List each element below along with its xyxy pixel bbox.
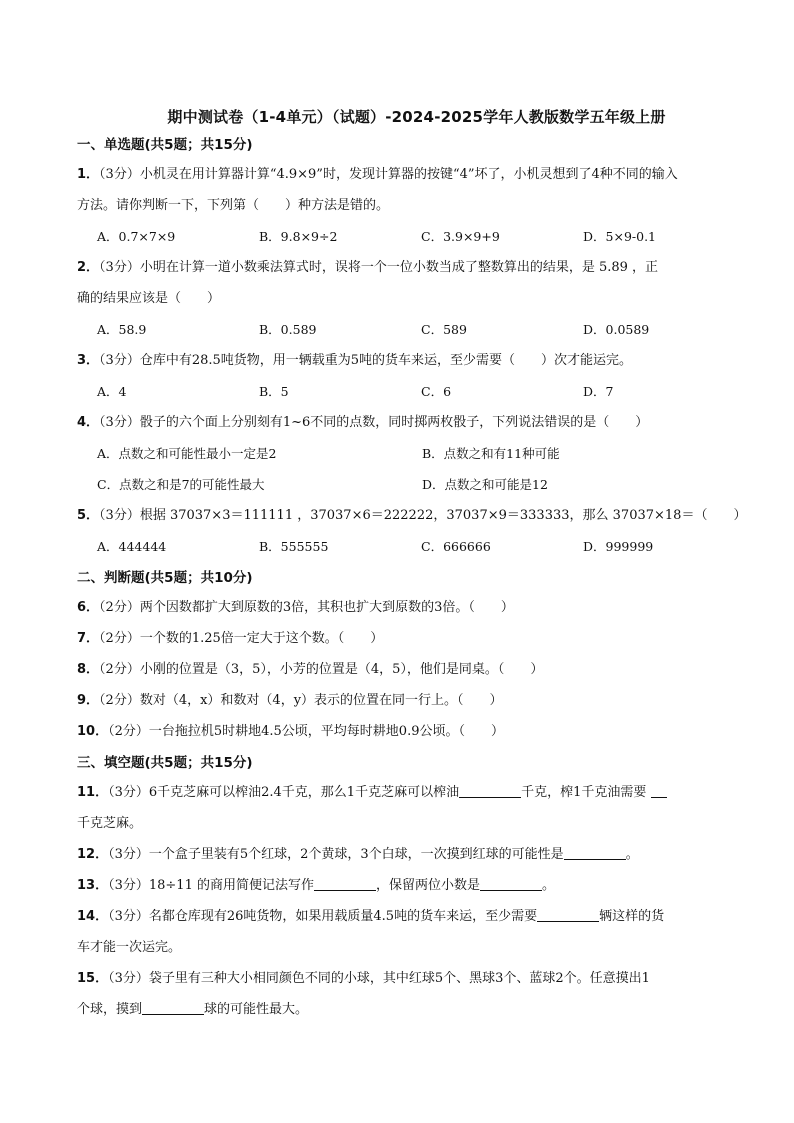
question-text: 千克，榨1千克油需要 (521, 785, 651, 800)
question-text: （3分）小明在计算一道小数乘法算式时，误将一个一位小数当成了整数算出的结果，是 5.89 ，正 (99, 260, 659, 275)
option-c: C．3.9×9+9 (421, 229, 500, 244)
option-d: D．999999 (583, 539, 654, 554)
section-heading-single-choice: 一、单选题(共5题；共15分) (77, 137, 253, 153)
option-b: B．点数之和有11种可能 (422, 446, 560, 461)
question-number: 12． (77, 847, 109, 862)
answer-blank[interactable] (651, 783, 667, 798)
question-15 (77, 963, 756, 1025)
question-text: （3分）一个盒子里装有5个红球，2个黄球，3个白球，一次摸到红球的可能性是 (108, 847, 564, 862)
option-c: C．6 (421, 384, 452, 399)
question-text: （2分）小刚的位置是（3，5），小芳的位置是（4，5），他们是同桌。（ ） (99, 662, 544, 677)
option-d: D．点数之和可能是12 (422, 477, 548, 492)
section-heading-fill-blank: 三、填空题(共5题；共15分) (77, 755, 253, 771)
question-text: （3分）名都仓库现有26吨货物，如果用载质量4.5吨的货车来运，至少需要 (108, 909, 538, 924)
question-1 (77, 159, 756, 252)
exam-title: 期中测试卷（1-4单元）（试题）-2024-2025学年人教版数学五年级上册 (167, 108, 666, 126)
question-number: 4． (77, 415, 100, 430)
question-number: 8． (77, 662, 100, 677)
question-text: （3分）根据 37037×3＝111111 ，37037×6＝222222，37037×9＝333333，那么 37037×18＝（ ） (99, 508, 747, 523)
section-heading-true-false: 二、判断题(共5题；共10分) (77, 570, 253, 586)
question-text: （3分）骰子的六个面上分别刻有1~6不同的点数，同时掷两枚骰子，下列说法错误的是（ ） (99, 415, 649, 430)
question-12 (77, 839, 756, 870)
question-number: 5． (77, 508, 100, 523)
option-b: B．555555 (259, 539, 329, 554)
question-10 (77, 716, 756, 747)
question-9 (77, 685, 756, 716)
answer-blank[interactable] (480, 876, 542, 891)
answer-blank[interactable] (459, 783, 521, 798)
options-row-2 (77, 469, 756, 500)
question-6 (77, 592, 756, 623)
question-4 (77, 407, 756, 500)
question-text: ，保留两位小数是 (375, 878, 480, 893)
question-text-cont: 千克芝麻。 (77, 816, 143, 831)
question-text-cont: 方法。请你判断一下，下列第（ ）种方法是错的。 (77, 198, 390, 213)
question-text-cont: 车才能一次运完。 (77, 940, 182, 955)
question-8 (77, 654, 756, 685)
option-c: C．666666 (421, 539, 491, 554)
question-number: 13． (77, 878, 109, 893)
question-text: （3分）6千克芝麻可以榨油2.4千克，那么1千克芝麻可以榨油 (108, 785, 460, 800)
question-number: 15． (77, 971, 109, 986)
question-text: （3分）袋子里有三种大小相同颜色不同的小球，其中红球5个、黑球3个、蓝球2个。任意摸出1 (108, 971, 650, 986)
option-d: D．5×9-0.1 (583, 229, 657, 244)
question-number: 2． (77, 260, 100, 275)
option-a: A．0.7×7×9 (97, 229, 176, 244)
option-a: A．点数之和可能性最小一定是2 (97, 446, 277, 461)
option-b: B．5 (259, 384, 289, 399)
question-text: （3分）18÷11 的商用简便记法写作 (108, 878, 314, 893)
question-text: （2分）两个因数都扩大到原数的3倍，其积也扩大到原数的3倍。（ ） (99, 600, 514, 615)
options (77, 376, 756, 407)
question-number: 9． (77, 693, 100, 708)
options-row-1 (77, 438, 756, 469)
question-5 (77, 500, 756, 562)
question-14 (77, 901, 756, 963)
question-7 (77, 623, 756, 654)
question-number: 7． (77, 631, 100, 646)
options (77, 314, 756, 345)
question-text-cont: 确的结果应该是（ ） (77, 291, 221, 306)
option-a: A．58.9 (97, 322, 147, 337)
question-text: 。 (542, 878, 556, 893)
question-2 (77, 252, 756, 345)
question-number: 14． (77, 909, 109, 924)
option-b: B．0.589 (259, 322, 317, 337)
question-text: （2分）一台拖拉机5时耕地4.5公顷，平均每时耕地0.9公顷。（ ） (108, 724, 504, 739)
answer-blank[interactable] (142, 1000, 204, 1015)
question-text: （3分）小机灵在用计算器计算“4.9×9”时，发现计算器的按键“4”坏了，小机灵想到了4种不同的输入 (99, 167, 678, 182)
option-a: A．4 (97, 384, 127, 399)
answer-blank[interactable] (537, 907, 599, 922)
question-number: 1． (77, 167, 100, 182)
option-c: C．589 (421, 322, 467, 337)
option-b: B．9.8×9÷2 (259, 229, 338, 244)
question-text: 个球，摸到 (77, 1002, 143, 1017)
question-text: 球的可能性最大。 (204, 1002, 309, 1017)
question-text: （2分）一个数的1.25倍一定大于这个数。（ ） (99, 631, 384, 646)
question-text: （2分）数对（4，x）和数对（4，y）表示的位置在同一行上。（ ） (99, 693, 503, 708)
answer-blank[interactable] (564, 845, 626, 860)
question-text: （3分）仓库中有28.5吨货物，用一辆载重为5吨的货车来运，至少需要（ ）次才能运完。 (99, 353, 633, 368)
question-number: 11． (77, 785, 109, 800)
question-11 (77, 777, 756, 839)
question-13 (77, 870, 756, 901)
option-d: D．0.0589 (583, 322, 650, 337)
question-text: 辆这样的货 (599, 909, 665, 924)
question-number: 3． (77, 353, 100, 368)
question-3 (77, 345, 756, 407)
question-number: 6． (77, 600, 100, 615)
question-text: 。 (625, 847, 639, 862)
options (77, 531, 756, 562)
option-c: C．点数之和是7的可能性最大 (97, 477, 265, 492)
answer-blank[interactable] (314, 876, 376, 891)
question-number: 10． (77, 724, 109, 739)
option-a: A．444444 (97, 539, 167, 554)
options (77, 221, 756, 252)
option-d: D．7 (583, 384, 614, 399)
